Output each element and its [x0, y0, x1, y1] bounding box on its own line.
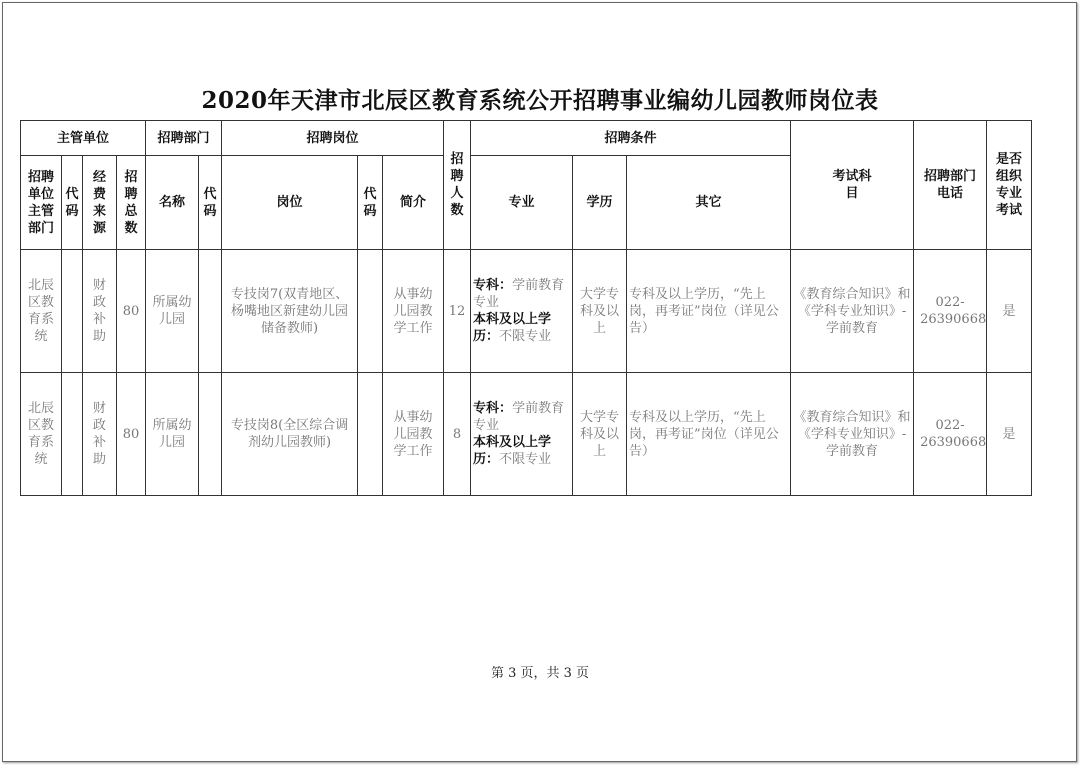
header-qita: 其它 — [627, 156, 791, 250]
table-row — [21, 373, 1032, 496]
header-tiaojian: 招聘条件 — [471, 121, 791, 156]
header-jianjie: 简介 — [383, 156, 444, 250]
header-gangwei-daima: 代码 — [358, 156, 383, 250]
header-daima: 代码 — [62, 156, 83, 250]
header-bumen: 招聘部门 — [146, 121, 222, 156]
header-renshu: 招聘人数 — [444, 121, 471, 250]
header-jingfei: 经费来源 — [83, 156, 117, 250]
cell-jingfei: 财政补助 — [83, 250, 117, 373]
header-zongshu: 招聘总数 — [117, 156, 146, 250]
cell-jianjie: 从事幼儿园教学工作 — [383, 250, 444, 373]
header-mingcheng: 名称 — [146, 156, 199, 250]
header-danwei: 招聘单位主管部门 — [21, 156, 62, 250]
header-xueli: 学历 — [573, 156, 627, 250]
cell-dianhua: 022-26390668 — [914, 373, 987, 496]
cell-renshu: 8 — [444, 373, 471, 496]
header-zhuguan: 主管单位 — [21, 121, 146, 156]
cell-zhuanye — [471, 373, 573, 496]
page-number: 第 3 页，共 3 页 — [490, 666, 590, 681]
zhuanke-value: 学前教育专业 — [473, 278, 565, 310]
cell-zongshu: 80 — [117, 373, 146, 496]
cell-kaoshi: 《教育综合知识》和《学科专业知识》-学前教育 — [791, 373, 914, 496]
cell-gangwei-daima — [358, 250, 383, 373]
cell-qita: 专科及以上学历，“先上岗，再考证”岗位（详见公告） — [627, 250, 791, 373]
cell-shifou: 是 — [987, 373, 1032, 496]
cell-kaoshi: 《教育综合知识》和《学科专业知识》-学前教育 — [791, 250, 914, 373]
cell-zhuanye — [471, 250, 573, 373]
cell-xueli: 大学专科及以上 — [573, 373, 627, 496]
header-bumen-daima: 代码 — [199, 156, 222, 250]
cell-qita: 专科及以上学历，“先上岗，再考证”岗位（详见公告） — [627, 373, 791, 496]
benke-label: 本科及以上学历： — [473, 435, 552, 467]
recruitment-table — [20, 120, 1032, 496]
header-kaoshi: 考试科目 — [791, 121, 914, 250]
cell-mingcheng: 所属幼儿园 — [146, 250, 199, 373]
header-row-1 — [21, 121, 1032, 156]
header-gangwei-group: 招聘岗位 — [222, 121, 444, 156]
cell-jingfei: 财政补助 — [83, 373, 117, 496]
cell-zongshu: 80 — [117, 250, 146, 373]
cell-danwei: 北辰区教育系统 — [21, 250, 62, 373]
cell-mingcheng: 所属幼儿园 — [146, 373, 199, 496]
zhuanke-label: 专科： — [473, 401, 513, 416]
cell-danwei: 北辰区教育系统 — [21, 373, 62, 496]
cell-bumen-daima — [199, 250, 222, 373]
benke-value: 不限专业 — [499, 329, 552, 344]
document-title: 2020年天津市北辰区教育系统公开招聘事业编幼儿园教师岗位表 — [201, 87, 879, 114]
table-row — [21, 250, 1032, 373]
cell-bumen-daima — [199, 373, 222, 496]
zhuanke-value: 学前教育专业 — [473, 401, 565, 433]
cell-xueli: 大学专科及以上 — [573, 250, 627, 373]
benke-label: 本科及以上学历： — [473, 312, 552, 344]
cell-gangwei: 专技岗7(双青地区、杨嘴地区新建幼儿园储备教师) — [222, 250, 358, 373]
cell-jianjie: 从事幼儿园教学工作 — [383, 373, 444, 496]
cell-gangwei: 专技岗8(全区综合调剂幼儿园教师) — [222, 373, 358, 496]
cell-dianhua: 022-26390668 — [914, 250, 987, 373]
cell-daima — [62, 373, 83, 496]
cell-shifou: 是 — [987, 250, 1032, 373]
header-gangwei: 岗位 — [222, 156, 358, 250]
zhuanke-label: 专科： — [473, 278, 513, 293]
header-zhuanye: 专业 — [471, 156, 573, 250]
header-dianhua: 招聘部门电话 — [914, 121, 987, 250]
cell-gangwei-daima — [358, 373, 383, 496]
header-zhuanye-kaoshi: 是否组织专业考试 — [987, 121, 1032, 250]
benke-value: 不限专业 — [499, 452, 552, 467]
cell-renshu: 12 — [444, 250, 471, 373]
cell-daima — [62, 250, 83, 373]
